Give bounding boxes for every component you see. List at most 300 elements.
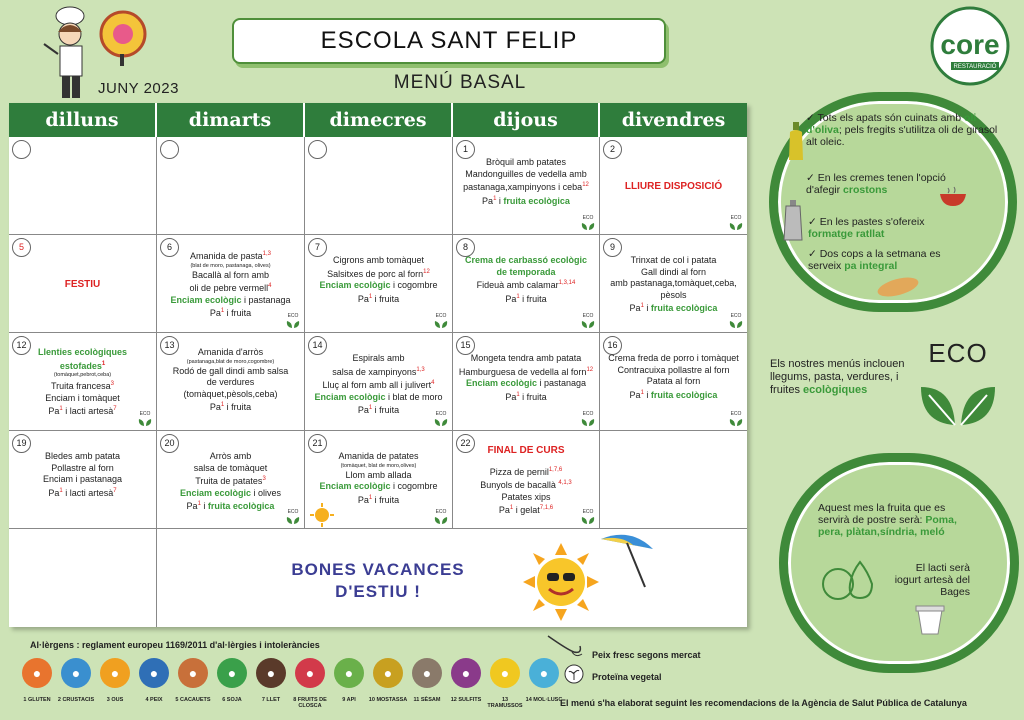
eco-badge-label: ECO <box>582 215 594 221</box>
menu-text: Pollastre al forn <box>51 462 114 473</box>
menu-item <box>13 451 152 463</box>
menu-text: Mandonguilles de vedella amb <box>465 168 587 179</box>
menu-text: de verdures <box>206 377 255 387</box>
menu-text: i fruita <box>372 405 400 415</box>
menu-text: Lluç al forn amb all i julivert <box>322 380 432 390</box>
allergen-icon <box>295 658 325 688</box>
allergen-label: 3 OUS <box>106 697 124 703</box>
eco-leaves-icon <box>729 417 743 426</box>
eco-leaves-icon <box>286 319 300 328</box>
eco-leaves-icon <box>434 417 448 426</box>
eco-badge-label: ECO <box>730 411 742 417</box>
menu-items <box>161 249 300 320</box>
menu-text: Patata al forn <box>646 376 701 386</box>
allergen-glyph-icon: ● <box>188 665 198 681</box>
info-text: En les pastes s'ofereix <box>819 216 925 228</box>
menu-item <box>13 486 152 500</box>
allergen-label: 8 FRUITS DE CLOSCA <box>293 697 327 709</box>
eco-badge <box>580 313 596 330</box>
soup-bowl-icon <box>938 186 968 208</box>
menu-item <box>309 392 448 404</box>
eco-badge <box>728 411 744 428</box>
allergen-icon <box>529 658 559 688</box>
menu-items <box>309 451 448 506</box>
menu-text: i <box>643 303 651 313</box>
menu-text: i cogombre <box>390 481 438 491</box>
day-cell <box>453 333 600 431</box>
allergen-icon <box>100 658 130 688</box>
info-olive-oil: ✓ Tots els apats són cuinats amb oli d'oliva; pels fregits s'utilitza oli de girasol alt oleic. <box>806 112 998 148</box>
allergen-sup: 1 <box>368 494 373 501</box>
menu-text: i fruita <box>224 308 252 318</box>
menu-item <box>161 451 300 463</box>
day-number-empty <box>12 140 31 159</box>
day-number: 19 <box>12 434 31 453</box>
menu-item <box>457 503 595 517</box>
menu-text: Pa <box>209 308 221 318</box>
menu-item <box>161 281 300 295</box>
allergen-glyph-icon: ● <box>32 665 42 681</box>
day-number: 22 <box>456 434 475 453</box>
menu-item <box>309 292 448 306</box>
day-number: 2 <box>603 140 622 159</box>
info-text: ; pels fregits s'utilitza oli de girasol alt oleic. <box>806 124 998 148</box>
holiday-message-line: D'ESTIU ! <box>335 582 421 601</box>
menu-items <box>161 451 300 513</box>
allergen-glyph-icon: ● <box>461 665 471 681</box>
allergen-label: 4 PEIX <box>145 697 163 703</box>
menu-text: Pa <box>629 389 641 400</box>
menu-item <box>13 474 152 486</box>
menu-text: Rodó de gall dindi amb salsa <box>172 365 289 376</box>
menu-text: i gelat <box>513 505 540 515</box>
footer-note: El menú s'ha elaborat seguint les recomendacions de la Agència de Salut Pública de Catalunya <box>560 698 967 708</box>
allergen-label: 5 CACAUETS <box>175 697 211 703</box>
olive-oil-bottle-icon <box>786 122 806 162</box>
menu-item <box>604 353 743 365</box>
menu-item <box>13 463 152 475</box>
eco-leaves-icon <box>581 515 595 524</box>
eco-item: fruita ecològica <box>503 195 570 206</box>
info-highlight: oli d'oliva <box>806 112 977 136</box>
month-label: JUNY 2023 <box>98 80 179 97</box>
menu-text: amb pastanaga,tomàquet,ceba, <box>610 278 737 288</box>
allergen-label: 10 MOSTASSA <box>368 697 408 703</box>
allergen-icon <box>256 658 286 688</box>
eco-leaves-icon <box>138 417 152 426</box>
menu-text: Amanida d'arròs <box>197 347 264 357</box>
day-cell <box>600 137 747 235</box>
menu-text: Salsitxes de porc al forn <box>327 268 424 279</box>
eco-badge-label: ECO <box>582 313 594 319</box>
allergen-sup: 1 <box>493 195 497 202</box>
allergen-sup: 1,3,14 <box>558 280 576 286</box>
holiday-message-line: BONES VACANCES <box>291 560 465 579</box>
menu-text: Contracuixa pollastre al forn <box>617 364 730 375</box>
eco-leaves-icon <box>581 417 595 426</box>
eco-item: Enciam ecològic <box>314 391 386 402</box>
allergen-label: 2 CRUSTACIS <box>57 697 95 703</box>
eco-item: Enciam ecològic <box>170 294 242 305</box>
eco-badge-label: ECO <box>730 313 742 319</box>
day-cell <box>9 235 157 333</box>
menu-item <box>161 347 300 359</box>
allergen-sup: 1 <box>640 389 644 396</box>
eco-badge <box>137 411 153 428</box>
allergen-glyph-icon: ● <box>305 665 315 681</box>
menu-text: i fruita <box>519 293 547 304</box>
menu-text: Llom amb allada <box>345 469 412 480</box>
day-special-label: LLIURE DISPOSICIÓ <box>624 181 723 192</box>
day-special-label: FINAL DE CURS <box>487 445 565 456</box>
info-wholegrain: ✓ Dos cops a la setmana es serveix pa integral <box>808 248 941 272</box>
allergen-glyph-icon: ● <box>227 665 237 681</box>
eco-note <box>770 358 910 397</box>
menu-text: Espirals amb <box>352 353 405 363</box>
day-cell <box>157 431 305 529</box>
day-cell <box>453 235 600 333</box>
menu-item <box>604 301 743 315</box>
menu-text: i lacti artesà <box>62 406 114 416</box>
menu-item <box>604 290 743 302</box>
allergen-sup: 1 <box>509 505 514 511</box>
yogurt-icon <box>914 604 946 636</box>
menu-text: Pa <box>505 391 517 402</box>
menu-items <box>457 353 595 403</box>
menu-item <box>457 267 595 279</box>
menu-text: Pa <box>357 494 369 505</box>
menu-text: Patates xips <box>501 491 551 502</box>
info-highlight: pa integral <box>844 260 898 272</box>
menu-text: Pa <box>505 293 517 304</box>
day-cell <box>9 333 157 431</box>
eco-item: Enciam ecològic <box>465 378 537 388</box>
info-cheese: ✓ En les pastes s'ofereix formatge ratllat <box>808 216 925 240</box>
menu-item <box>457 157 595 169</box>
eco-badge <box>433 411 449 428</box>
eco-leaves-icon <box>915 369 1001 429</box>
menu-text: Trinxat de col i patata <box>630 255 717 265</box>
allergen-glyph-icon: ● <box>71 665 81 681</box>
menu-item <box>309 481 448 493</box>
menu-text: i fruita <box>372 494 400 505</box>
eco-item: fruita ecològica <box>650 303 718 313</box>
menu-item <box>13 393 152 405</box>
menu-item <box>161 306 300 320</box>
menu-item <box>604 365 743 377</box>
allergen-label: 12 SULFITS <box>450 697 482 703</box>
allergen-sup: 1 <box>516 293 520 300</box>
menu-item <box>161 366 300 378</box>
menu-text: Pa <box>209 402 221 412</box>
menu-item <box>309 267 448 281</box>
day-cell <box>157 333 305 431</box>
eco-leaves-icon <box>434 515 448 524</box>
allergen-label: 14 MOL·LUSC <box>525 697 563 703</box>
allergen-glyph-icon: ● <box>110 665 120 681</box>
allergen-sup: 4,1,3 <box>558 480 572 486</box>
eco-item: fruita ecològica <box>650 389 718 400</box>
eco-logo-label: ECO <box>928 338 988 368</box>
day-number: 15 <box>456 336 475 355</box>
allergen-sup: 1 <box>197 501 201 507</box>
eco-badge-label: ECO <box>287 313 299 319</box>
day-number: 8 <box>456 238 475 257</box>
eco-badge <box>580 215 596 232</box>
day-cell-empty <box>157 137 305 235</box>
day-number: 16 <box>603 336 622 355</box>
allergen-glyph-icon: ● <box>539 665 549 681</box>
menu-text: Pa <box>357 293 369 304</box>
menu-text: Crema freda de porro i tomàquet <box>608 353 739 363</box>
menu-text: i cogombre <box>390 280 438 290</box>
svg-text:RESTAURACIÓ: RESTAURACIÓ <box>953 64 997 70</box>
menu-text: salsa de tomàquet <box>193 462 268 473</box>
bread-icon <box>876 276 920 298</box>
menu-text: Bacallà al forn amb <box>191 269 270 280</box>
eco-item: Crema de carbassó ecològic <box>464 255 588 265</box>
day-number: 20 <box>160 434 179 453</box>
menu-item <box>161 389 300 401</box>
menu-text: Enciam i pastanaga <box>42 474 123 484</box>
allergen-icon <box>373 658 403 688</box>
eco-badge <box>728 313 744 330</box>
legend-plant-protein: Proteïna vegetal <box>592 672 662 682</box>
day-header-thursday: dijous <box>453 103 600 137</box>
menu-subtitle: MENÚ BASAL <box>393 72 527 93</box>
menu-item <box>309 280 448 292</box>
allergen-icon <box>139 658 169 688</box>
menu-text: Cigrons amb tomàquet <box>332 255 425 265</box>
eco-badge <box>580 509 596 526</box>
allergen-sup: 7 <box>113 406 117 412</box>
day-header-friday: divendres <box>600 103 747 137</box>
eco-badge-label: ECO <box>730 215 742 221</box>
allergen-sup: 1 <box>101 360 106 367</box>
menu-item <box>457 169 595 181</box>
menu-item: (pastanaga,blat de moro,cogombre) <box>186 358 275 365</box>
menu-text: Hamburguesa de vedella al forn <box>458 366 587 377</box>
allergen-glyph-icon: ● <box>500 665 510 681</box>
info-highlight: crostons <box>843 184 888 196</box>
allergen-label: 9 API <box>342 697 356 703</box>
eco-badge-label: ECO <box>582 411 594 417</box>
menu-item <box>13 404 152 418</box>
day-cell-empty <box>9 137 157 235</box>
menu-text: i fruita <box>224 402 252 412</box>
menu-text: Truita de patates <box>195 476 263 486</box>
allergen-icon <box>178 658 208 688</box>
info-fruit <box>818 502 978 538</box>
menu-item <box>309 353 448 365</box>
menu-item <box>309 378 448 392</box>
menu-text: pastanaga,xampinyons i ceba <box>463 182 583 192</box>
allergen-label: 13 TRAMUSSOS <box>487 697 523 709</box>
eco-item: estofades <box>59 360 102 371</box>
allergen-sup: 3 <box>110 381 115 387</box>
menu-text: Fideuà amb calamar <box>476 280 559 290</box>
eco-badge <box>433 509 449 526</box>
menu-text: Amanida de pasta <box>190 251 263 261</box>
allergen-label: 11 SÈSAM <box>413 697 441 703</box>
eco-item: de temporada <box>496 266 556 277</box>
allergen-title: Al·lèrgens : reglament europeu 1169/2011 d'al·lèrgies i intoleràncies <box>30 640 320 650</box>
day-number: 5 <box>12 238 31 257</box>
menu-text: Enciam i tomàquet <box>45 392 120 403</box>
menu-items <box>457 445 595 517</box>
eco-item: Enciam ecològic <box>319 481 391 491</box>
menu-text: i pastanaga <box>536 378 587 388</box>
menu-text: Pa <box>498 505 510 515</box>
day-cell <box>600 235 747 333</box>
eco-badge-label: ECO <box>139 411 151 417</box>
menu-items <box>457 255 595 305</box>
menu-text: i lacti artesà <box>62 487 114 498</box>
menu-item <box>457 365 595 379</box>
menu-item <box>161 295 300 307</box>
eco-badge <box>580 411 596 428</box>
day-number: 7 <box>308 238 327 257</box>
day-cell <box>157 235 305 333</box>
legend-fresh-fish: Peix fresc segons mercat <box>592 650 701 660</box>
menu-item <box>161 400 300 414</box>
menu-item <box>604 278 743 290</box>
school-title: ESCOLA SANT FELIP <box>232 18 666 64</box>
menu-text: Pizza de pernil <box>489 466 549 477</box>
menu-item <box>457 478 595 492</box>
menu-text: Arròs amb <box>209 451 252 461</box>
menu-text: pèsols <box>660 289 687 300</box>
day-special-label: FESTIU <box>64 279 101 290</box>
allergen-sup: 3 <box>262 476 266 482</box>
eco-logo <box>915 338 1001 430</box>
day-header-tuesday: dimarts <box>157 103 305 137</box>
eco-badge-label: ECO <box>435 411 447 417</box>
menu-items <box>604 255 743 315</box>
menu-item <box>457 180 595 194</box>
allergen-sup: 1 <box>59 406 63 412</box>
allergen-label: 7 LLET <box>261 697 281 703</box>
day-cell <box>453 431 600 529</box>
allergen-sup: 12 <box>586 366 594 373</box>
menu-items <box>604 353 743 401</box>
menu-text: i pastanaga <box>241 294 291 305</box>
eco-leaves-icon <box>581 221 595 230</box>
menu-calendar <box>9 103 747 627</box>
menu-text: Bunyols de bacallà <box>480 480 559 490</box>
day-header-monday: dilluns <box>9 103 157 137</box>
allergen-sup: 4 <box>268 283 272 289</box>
allergen-icon <box>451 658 481 688</box>
menu-items <box>161 347 300 414</box>
allergen-sup: 1 <box>220 402 225 408</box>
menu-items <box>309 353 448 417</box>
day-number: 1 <box>456 140 475 159</box>
info-text: Tots els apats són cuinats amb <box>817 112 965 124</box>
menu-item <box>13 359 152 373</box>
menu-text: Gall dindi al forn <box>640 266 707 277</box>
eco-leaves-icon <box>729 221 743 230</box>
allergen-sup: 1 <box>220 308 225 314</box>
sun-icon <box>309 503 335 527</box>
menu-text: Pa <box>48 406 60 416</box>
menu-item <box>457 194 595 208</box>
menu-text: Amanida de patates <box>338 451 419 461</box>
day-number: 9 <box>603 238 622 257</box>
info-text: Dos cops a la setmana es serveix <box>808 248 941 272</box>
menu-text: Mongeta tendra amb patata <box>470 353 582 363</box>
menu-item <box>604 255 743 267</box>
menu-items <box>13 347 152 418</box>
menu-items <box>13 451 152 499</box>
eco-item: Enciam ecològic <box>179 487 251 498</box>
allergen-sup: 4 <box>431 380 435 386</box>
eco-badge-label: ECO <box>582 509 594 515</box>
day-number: 14 <box>308 336 327 355</box>
allergen-icon <box>217 658 247 688</box>
allergen-icon <box>412 658 442 688</box>
eco-badge <box>285 313 301 330</box>
holiday-message <box>278 559 478 603</box>
menu-item <box>161 377 300 389</box>
allergen-sup: 1,7,6 <box>548 466 563 473</box>
day-header-wednesday: dimecres <box>305 103 453 137</box>
eco-leaves-icon <box>434 319 448 328</box>
svg-text:core: core <box>940 29 1000 60</box>
allergen-sup: 1 <box>640 303 644 309</box>
menu-text: (tomàquet,pèsols,ceba) <box>183 388 278 399</box>
allergen-sup: 1 <box>59 487 63 494</box>
allergen-glyph-icon: ● <box>344 665 354 681</box>
allergen-sup: 1,3 <box>416 366 425 373</box>
allergen-glyph-icon: ● <box>383 665 393 681</box>
menu-text: i fruita <box>372 293 400 304</box>
menu-item <box>309 403 448 417</box>
info-text: En les cremes tenen l'opció d'afegir <box>806 172 946 196</box>
menu-item <box>457 255 595 267</box>
allergen-sup: 12 <box>423 268 430 275</box>
menu-item <box>457 492 595 504</box>
info-croutons: ✓ En les cremes tenen l'opció d'afegir crostons <box>806 172 946 196</box>
allergen-label: 1 GLUTEN <box>23 697 51 703</box>
allergen-icon <box>61 658 91 688</box>
day-cell-empty <box>9 529 157 627</box>
allergen-glyph-icon: ● <box>422 665 432 681</box>
eco-badge <box>285 509 301 526</box>
menu-item <box>161 488 300 500</box>
menu-item: (blat de moro, pastanaga, olives) <box>190 262 271 269</box>
eco-item: fruita ecològica <box>207 501 275 511</box>
menu-text: i <box>496 195 504 206</box>
allergen-icon <box>22 658 52 688</box>
menu-text: Truita francesa <box>50 381 111 391</box>
menu-item <box>457 278 595 292</box>
menu-item <box>604 376 743 388</box>
eco-leaves-icon <box>286 515 300 524</box>
info-text: Aquest mes la fruita que es servirà de postre serà: <box>818 502 946 526</box>
allergen-sup: 1 <box>516 391 520 398</box>
eco-item: Enciam ecològic <box>319 280 391 290</box>
menu-text: oli de pebre vermell <box>189 283 269 293</box>
day-number: 12 <box>12 336 31 355</box>
info-highlight: formatge ratllat <box>808 228 885 240</box>
allergen-sup: 7,1,6 <box>539 505 554 511</box>
menu-item <box>604 388 743 402</box>
menu-item <box>309 255 448 267</box>
menu-item: (tomàquet,pebrot,ceba) <box>53 372 112 378</box>
apple-pear-icon <box>818 552 878 602</box>
menu-item: (tomàquet, blat de moro,olives) <box>340 462 417 469</box>
